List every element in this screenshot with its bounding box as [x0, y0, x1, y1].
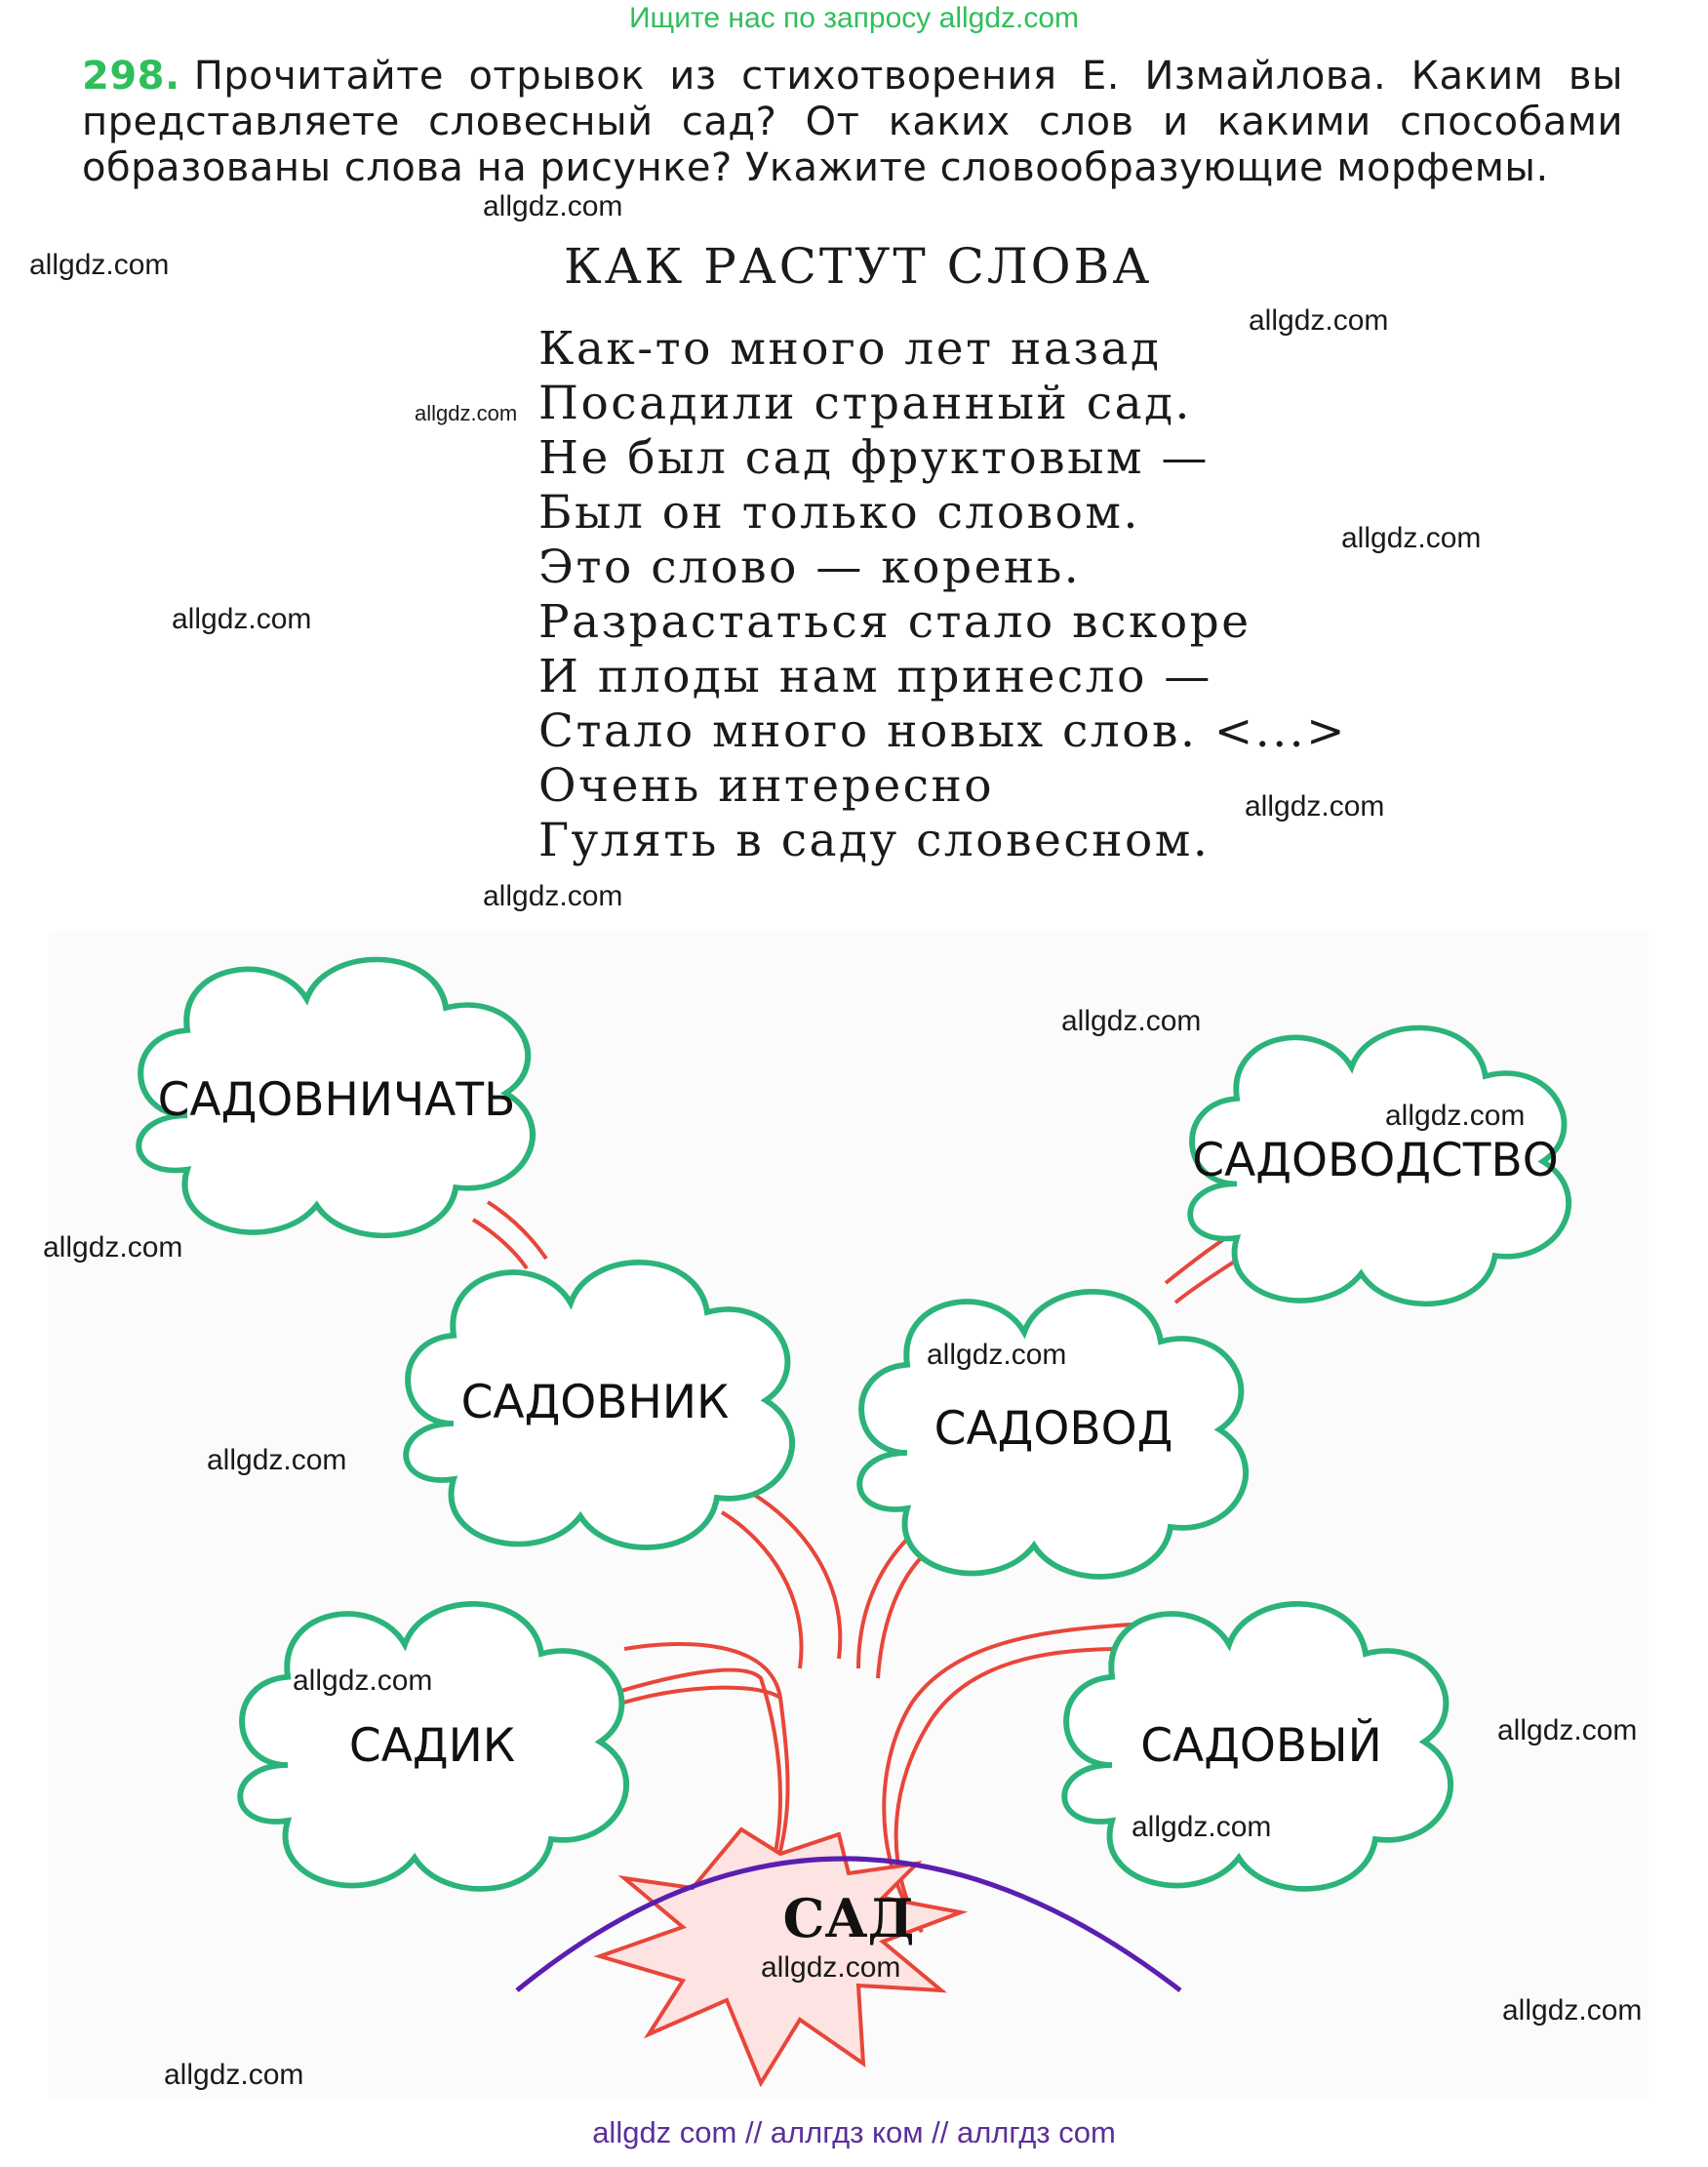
watermark: allgdz.com — [1249, 304, 1389, 337]
task-number: 298. — [82, 54, 180, 99]
watermark: allgdz.com — [1245, 790, 1385, 823]
watermark: allgdz.com — [1502, 1994, 1643, 2027]
poem-line: Разрастаться стало вскоре — [538, 595, 1251, 649]
watermark: allgdz.com — [415, 401, 518, 425]
watermark: allgdz.com — [207, 1444, 347, 1476]
watermark: allgdz.com — [1132, 1811, 1272, 1843]
watermark: allgdz.com — [1061, 1005, 1202, 1037]
poem-line: Посадили странный сад. — [538, 377, 1192, 430]
watermark: allgdz.com — [29, 249, 170, 281]
poem-line: И плоды нам принесло — — [538, 650, 1212, 703]
poem-line: Был он только словом. — [538, 486, 1140, 540]
word-sadovyi: САДОВЫЙ — [1140, 1719, 1382, 1773]
search-hint: Ищите нас по запросу allgdz.com — [628, 2, 1080, 34]
watermark: allgdz.com — [172, 603, 312, 635]
footer-watermark: allgdz com // аллгдз ком // аллгдз com — [592, 2115, 1116, 2149]
word-sadovnichat: САДОВНИЧАТЬ — [157, 1073, 516, 1127]
poem-line: Стало много новых слов. <...> — [538, 704, 1347, 758]
watermark: allgdz.com — [483, 190, 623, 222]
poem-line: Гулять в саду словесном. — [538, 814, 1211, 867]
root-word: САД — [782, 1887, 915, 1949]
watermark: allgdz.com — [483, 880, 623, 912]
word-sadovnik: САДОВНИК — [460, 1376, 730, 1429]
watermark: allgdz.com — [1341, 522, 1482, 554]
poem-line: Как-то много лет назад — [538, 322, 1162, 376]
poem-line: Очень интересно — [538, 759, 995, 813]
word-sadovod: САДОВОД — [933, 1402, 1173, 1456]
watermark: allgdz.com — [761, 1951, 901, 1984]
word-sadik: САДИК — [348, 1719, 516, 1773]
watermark: allgdz.com — [293, 1665, 433, 1697]
watermark: allgdz.com — [43, 1231, 183, 1264]
poem-line: Это слово — корень. — [538, 541, 1082, 594]
watermark: allgdz.com — [1497, 1714, 1638, 1746]
task-body: Прочитайте отрывок из стихотворения Е. Измайлова. Каким вы представляете словесный сад? От каких слов и какими способами образованы слова на рисунке? Укажите словообразующие морфемы. — [82, 54, 1623, 190]
word-sadovodstvo: САДОВОДСТВО — [1192, 1134, 1559, 1187]
watermark: allgdz.com — [1385, 1100, 1526, 1132]
watermark: allgdz.com — [927, 1339, 1067, 1371]
poem-title: КАК РАСТУТ СЛОВА — [564, 238, 1153, 295]
watermark: allgdz.com — [164, 2059, 304, 2091]
poem-line: Не был сад фруктовым — — [538, 431, 1211, 485]
